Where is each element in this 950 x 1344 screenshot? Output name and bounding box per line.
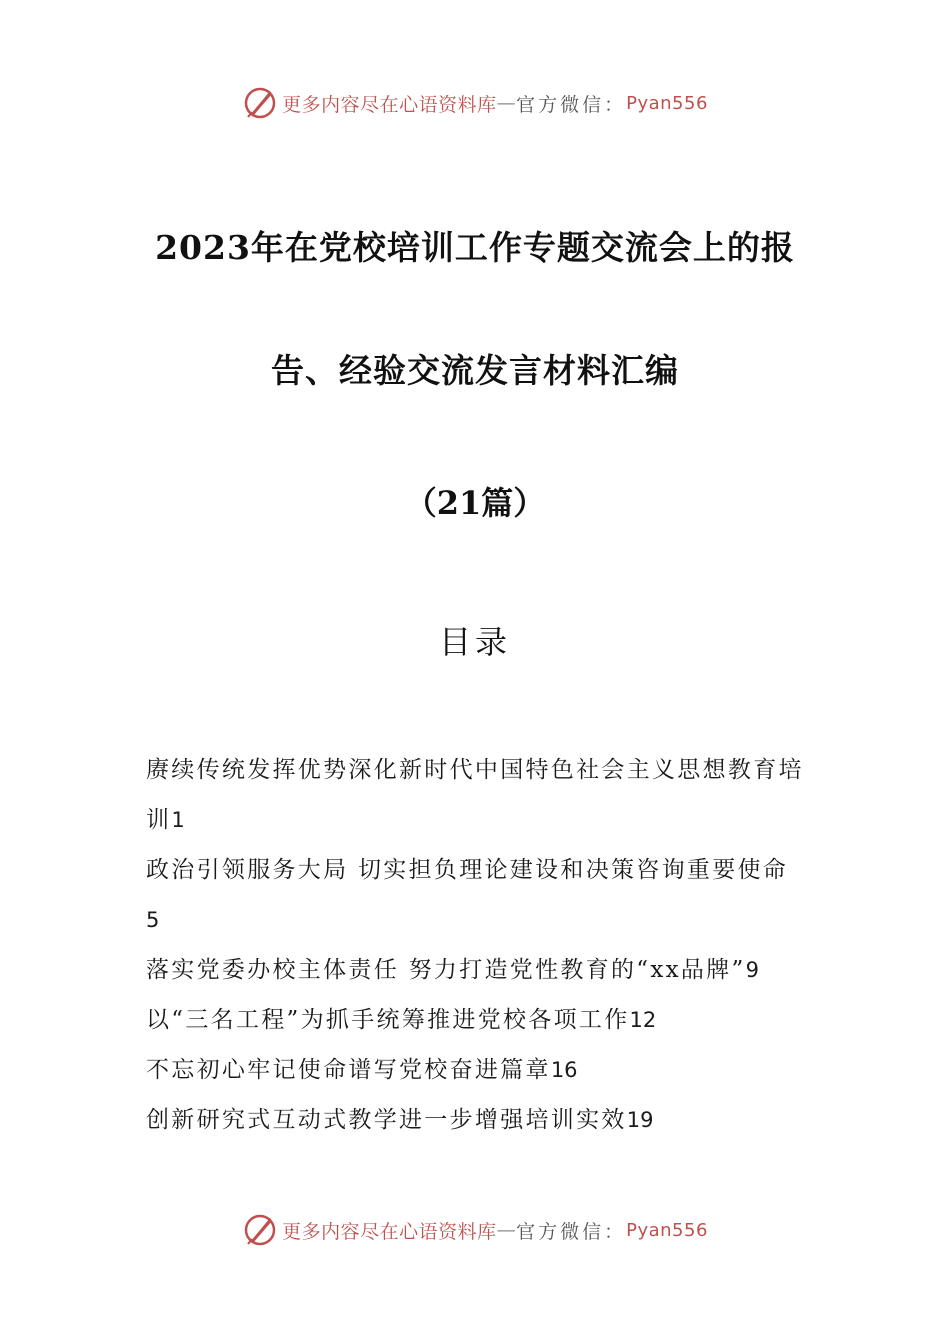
toc-item[interactable] — [146, 1095, 816, 1145]
watermark-text: 更多内容尽在心语资料库 — [282, 1220, 497, 1243]
article-count: （21篇） — [404, 484, 546, 522]
toc-item-title: 以“三名工程”为抓手统筹推进党校各项工作 — [146, 1007, 630, 1033]
toc-item-page: 1 — [171, 808, 185, 832]
toc-item[interactable] — [146, 945, 816, 995]
table-of-contents — [146, 745, 816, 1145]
header-watermark — [0, 85, 950, 121]
toc-item-title: 不忘初心牢记使命谱写党校奋进篇章 — [146, 1057, 551, 1083]
toc-item-page: 12 — [629, 1008, 657, 1032]
toc-heading: 目录 — [438, 623, 511, 661]
watermark-wechat-id: Pyan556 — [626, 92, 708, 114]
quill-logo-icon — [242, 85, 278, 121]
watermark-wechat-id: Pyan556 — [626, 1219, 708, 1241]
toc-item[interactable] — [146, 745, 816, 845]
toc-item[interactable] — [146, 1045, 816, 1095]
watermark-text: 更多内容尽在心语资料库 — [282, 93, 497, 116]
toc-item-title: 落实党委办校主体责任 努力打造党性教育的“xx品牌” — [146, 957, 746, 983]
toc-item-page: 9 — [745, 958, 759, 982]
quill-logo-icon — [242, 1212, 278, 1248]
toc-item-title: 政治引领服务大局 切实担负理论建设和决策咨询重要使命 — [146, 857, 789, 883]
document-title-line2: 告、经验交流发言材料汇编 — [271, 351, 679, 390]
toc-item-page: 16 — [550, 1058, 578, 1082]
watermark-official-label: 官方微信： — [516, 93, 627, 116]
toc-item-title: 赓续传统发挥优势深化新时代中国特色社会主义思想教育培训 — [146, 757, 804, 833]
toc-item[interactable] — [146, 845, 816, 945]
toc-item-page: 5 — [146, 908, 160, 932]
toc-item-page: 19 — [626, 1108, 654, 1132]
watermark-official-label: 官方微信： — [516, 1220, 627, 1243]
watermark-dash: — — [496, 1219, 517, 1241]
footer-watermark — [0, 1212, 950, 1248]
watermark-dash: — — [496, 92, 517, 114]
toc-item[interactable] — [146, 995, 816, 1045]
document-title-line1: 2023年在党校培训工作专题交流会上的报 — [155, 228, 795, 267]
toc-item-title: 创新研究式互动式教学进一步增强培训实效 — [146, 1107, 627, 1133]
